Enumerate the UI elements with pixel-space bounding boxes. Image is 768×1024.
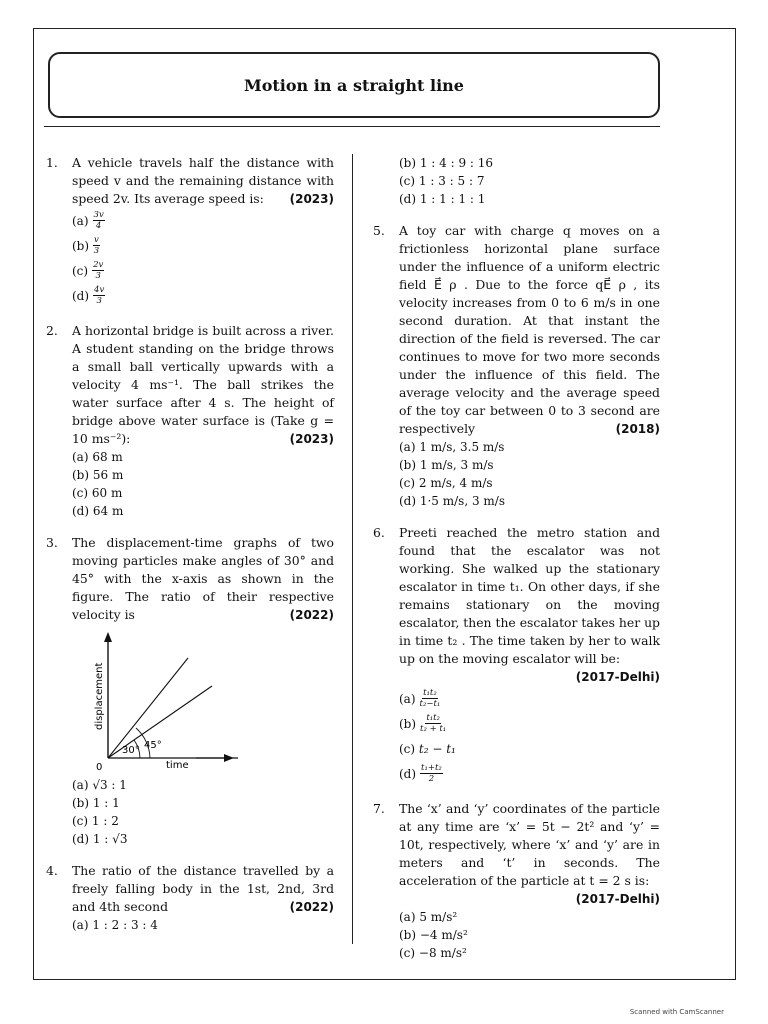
option: (c) −8 m/s² (399, 946, 467, 960)
y-axis-label: displacement (94, 662, 105, 730)
option: (b) 56 m (72, 468, 124, 482)
option: (d) 1·5 m/s, 3 m/s (399, 494, 505, 508)
option: (b) $\frac{v}{3}$ (72, 235, 100, 256)
question-year: (2023) (289, 192, 334, 206)
question-text: Preeti reached the metro station and found that the escalator was not working. She walked up the stationary escalator in time t₁. On other days, if she remains stationary on the moving escalator, then the escalator takes her up in time t₂ . The time taken by her to walk up on the moving escalator will be: (399, 525, 660, 666)
question-text: A toy car with charge q moves on a frictionless horizontal plane surface under the influence of a uniform electric field E⃗ ρ . Due to the force qE⃗ ρ , its velocity increases from 0 to 6 m/s in one second duration. At that instant the direction of the field is reversed. The car continues to move for two more seconds under the influence of this field. The average velocity and the average speed of the toy car between 0 to 3 second are respectively (399, 223, 660, 436)
option: (d) $\frac{\text{t₁+t₂}}{2}$ (399, 763, 442, 784)
question-3: 3. The displacement-time graphs of two moving particles make angles of 30° and 45° with the x-axis as shown in the figure. The ratio of their respective velocity is (2022) (46, 535, 334, 622)
question-year: (2017-Delhi) (575, 892, 660, 906)
question-4: 4. The ratio of the distance travelled by a freely falling body in the 1st, 2nd, 3rd and 4th second (2022) (46, 863, 334, 914)
option: (a) 68 m (72, 450, 123, 464)
question-5: 5. A toy car with charge q moves on a frictionless horizontal plane surface under the influence of a uniform electric field E⃗ ρ . Due to the force qE⃗ ρ , its velocity increases from 0 to 6 m/s in one second duration. At that instant the direction of the field is reversed. The car continues to move for two more seconds under the influence of this field. The average velocity and the average speed of the toy car between 0 to 3 second are respectively (2018) (373, 223, 660, 436)
question-text: A horizontal bridge is built across a river. A student standing on the bridge throws a small ball vertically upwards with a velocity 4 ms⁻¹. The ball strikes the water surface after 4 s. The height of bridge above water surface is (Take g = 10 ms⁻²): (72, 323, 334, 446)
question-year: (2018) (615, 422, 660, 436)
question-text: The ratio of the distance travelled by a freely falling body in the 1st, 2nd, 3rd and 4th second (72, 863, 334, 914)
question-text: The displacement-time graphs of two moving particles make angles of 30° and 45° with the x-axis as shown in the figure. The ratio of their respective velocity is (72, 535, 334, 622)
origin-label: 0 (96, 762, 103, 770)
question-year: (2023) (289, 432, 334, 446)
displacement-time-graph (88, 630, 268, 770)
question-2: 2. A horizontal bridge is built across a river. A student standing on the bridge throws a small ball vertically upwards with a velocity 4 ms⁻¹. The ball strikes the water surface after 4 s. The height of bridge above water surface is (Take g = 10 ms⁻²): (2023) (46, 323, 334, 446)
option: (b) 1 : 4 : 9 : 16 (399, 156, 494, 170)
option: (b) 1 : 1 (72, 796, 120, 810)
option: (d) 64 m (72, 504, 124, 518)
question-year: (2017-Delhi) (575, 670, 660, 684)
x-axis-arrow (224, 754, 234, 762)
option: (a) $\frac{\text{t₁t₂}}{\text{t₂−t₁}}$ (399, 688, 441, 709)
question-year: (2022) (289, 608, 334, 622)
option: (b) $\frac{\text{t₁t₂}}{\text{t₂ + t₁}}$ (399, 713, 447, 734)
angle-45-label: 45° (144, 740, 162, 751)
left-column (46, 154, 334, 934)
graph-svg (88, 630, 268, 770)
option: (a) 1 m/s, 3.5 m/s (399, 440, 505, 454)
option: (b) 1 m/s, 3 m/s (399, 458, 494, 472)
question-6: 6. Preeti reached the metro station and found that the escalator was not working. She walked up the stationary escalator in time t₁. On other days, if she remains stationary on the moving escalator, then the escalator takes her up in time t₂ . The time taken by her to walk up on the moving escalator will be: (2017-Delhi) (373, 525, 660, 684)
title-rule (44, 126, 660, 127)
option: (a) √3 : 1 (72, 778, 127, 792)
scanner-watermark: Scanned with CamScanner (629, 1008, 724, 1016)
question-text: A vehicle travels half the distance with speed v and the remaining distance with speed 2v. Its average speed is: (72, 155, 334, 206)
option: (a) $\frac{3v}{4}$ (72, 210, 104, 231)
question-7: 7. The ‘x’ and ‘y’ coordinates of the particle at any time are ‘x’ = 5t − 2t² and ‘y’ = 10t, respectively, where ‘x’ and ‘y’ are in meters and ‘t’ in seconds. The acceleration of the particle at t = 2 s is: (2017-Delhi) (373, 801, 660, 906)
x-axis-label: time (166, 760, 189, 770)
option: (d) $\frac{4v}{3}$ (72, 285, 105, 306)
angle-30-label: 30° (122, 745, 140, 756)
option: (d) 1 : 1 : 1 : 1 (399, 192, 486, 206)
column-divider (352, 154, 353, 944)
option: (a) 1 : 2 : 3 : 4 (72, 918, 158, 932)
page-title: Motion in a straight line (244, 75, 464, 95)
y-axis-arrow (104, 632, 112, 642)
question-year: (2022) (289, 900, 334, 914)
option: (a) 5 m/s² (399, 910, 458, 924)
option: (c) 1 : 3 : 5 : 7 (399, 174, 485, 188)
option: (c) 60 m (72, 486, 123, 500)
right-column (373, 154, 660, 962)
question-1: 1. A vehicle travels half the distance with speed v and the remaining distance with speed 2v. Its average speed is: (2023) (46, 155, 334, 206)
option: (c) $\frac{2v}{3}$ (72, 260, 104, 281)
option: (c) 1 : 2 (72, 814, 119, 828)
option: (b) −4 m/s² (399, 928, 468, 942)
question-text: The ‘x’ and ‘y’ coordinates of the particle at any time are ‘x’ = 5t − 2t² and ‘y’ = 10t, respectively, where ‘x’ and ‘y’ are in meters and ‘t’ in seconds. The acceleration of the particle at t = 2 s is: (399, 801, 660, 888)
option: (c) t₂ − t₁ (399, 741, 456, 756)
option: (c) 2 m/s, 4 m/s (399, 476, 493, 490)
title-box (48, 52, 660, 118)
option: (d) 1 : √3 (72, 832, 128, 846)
